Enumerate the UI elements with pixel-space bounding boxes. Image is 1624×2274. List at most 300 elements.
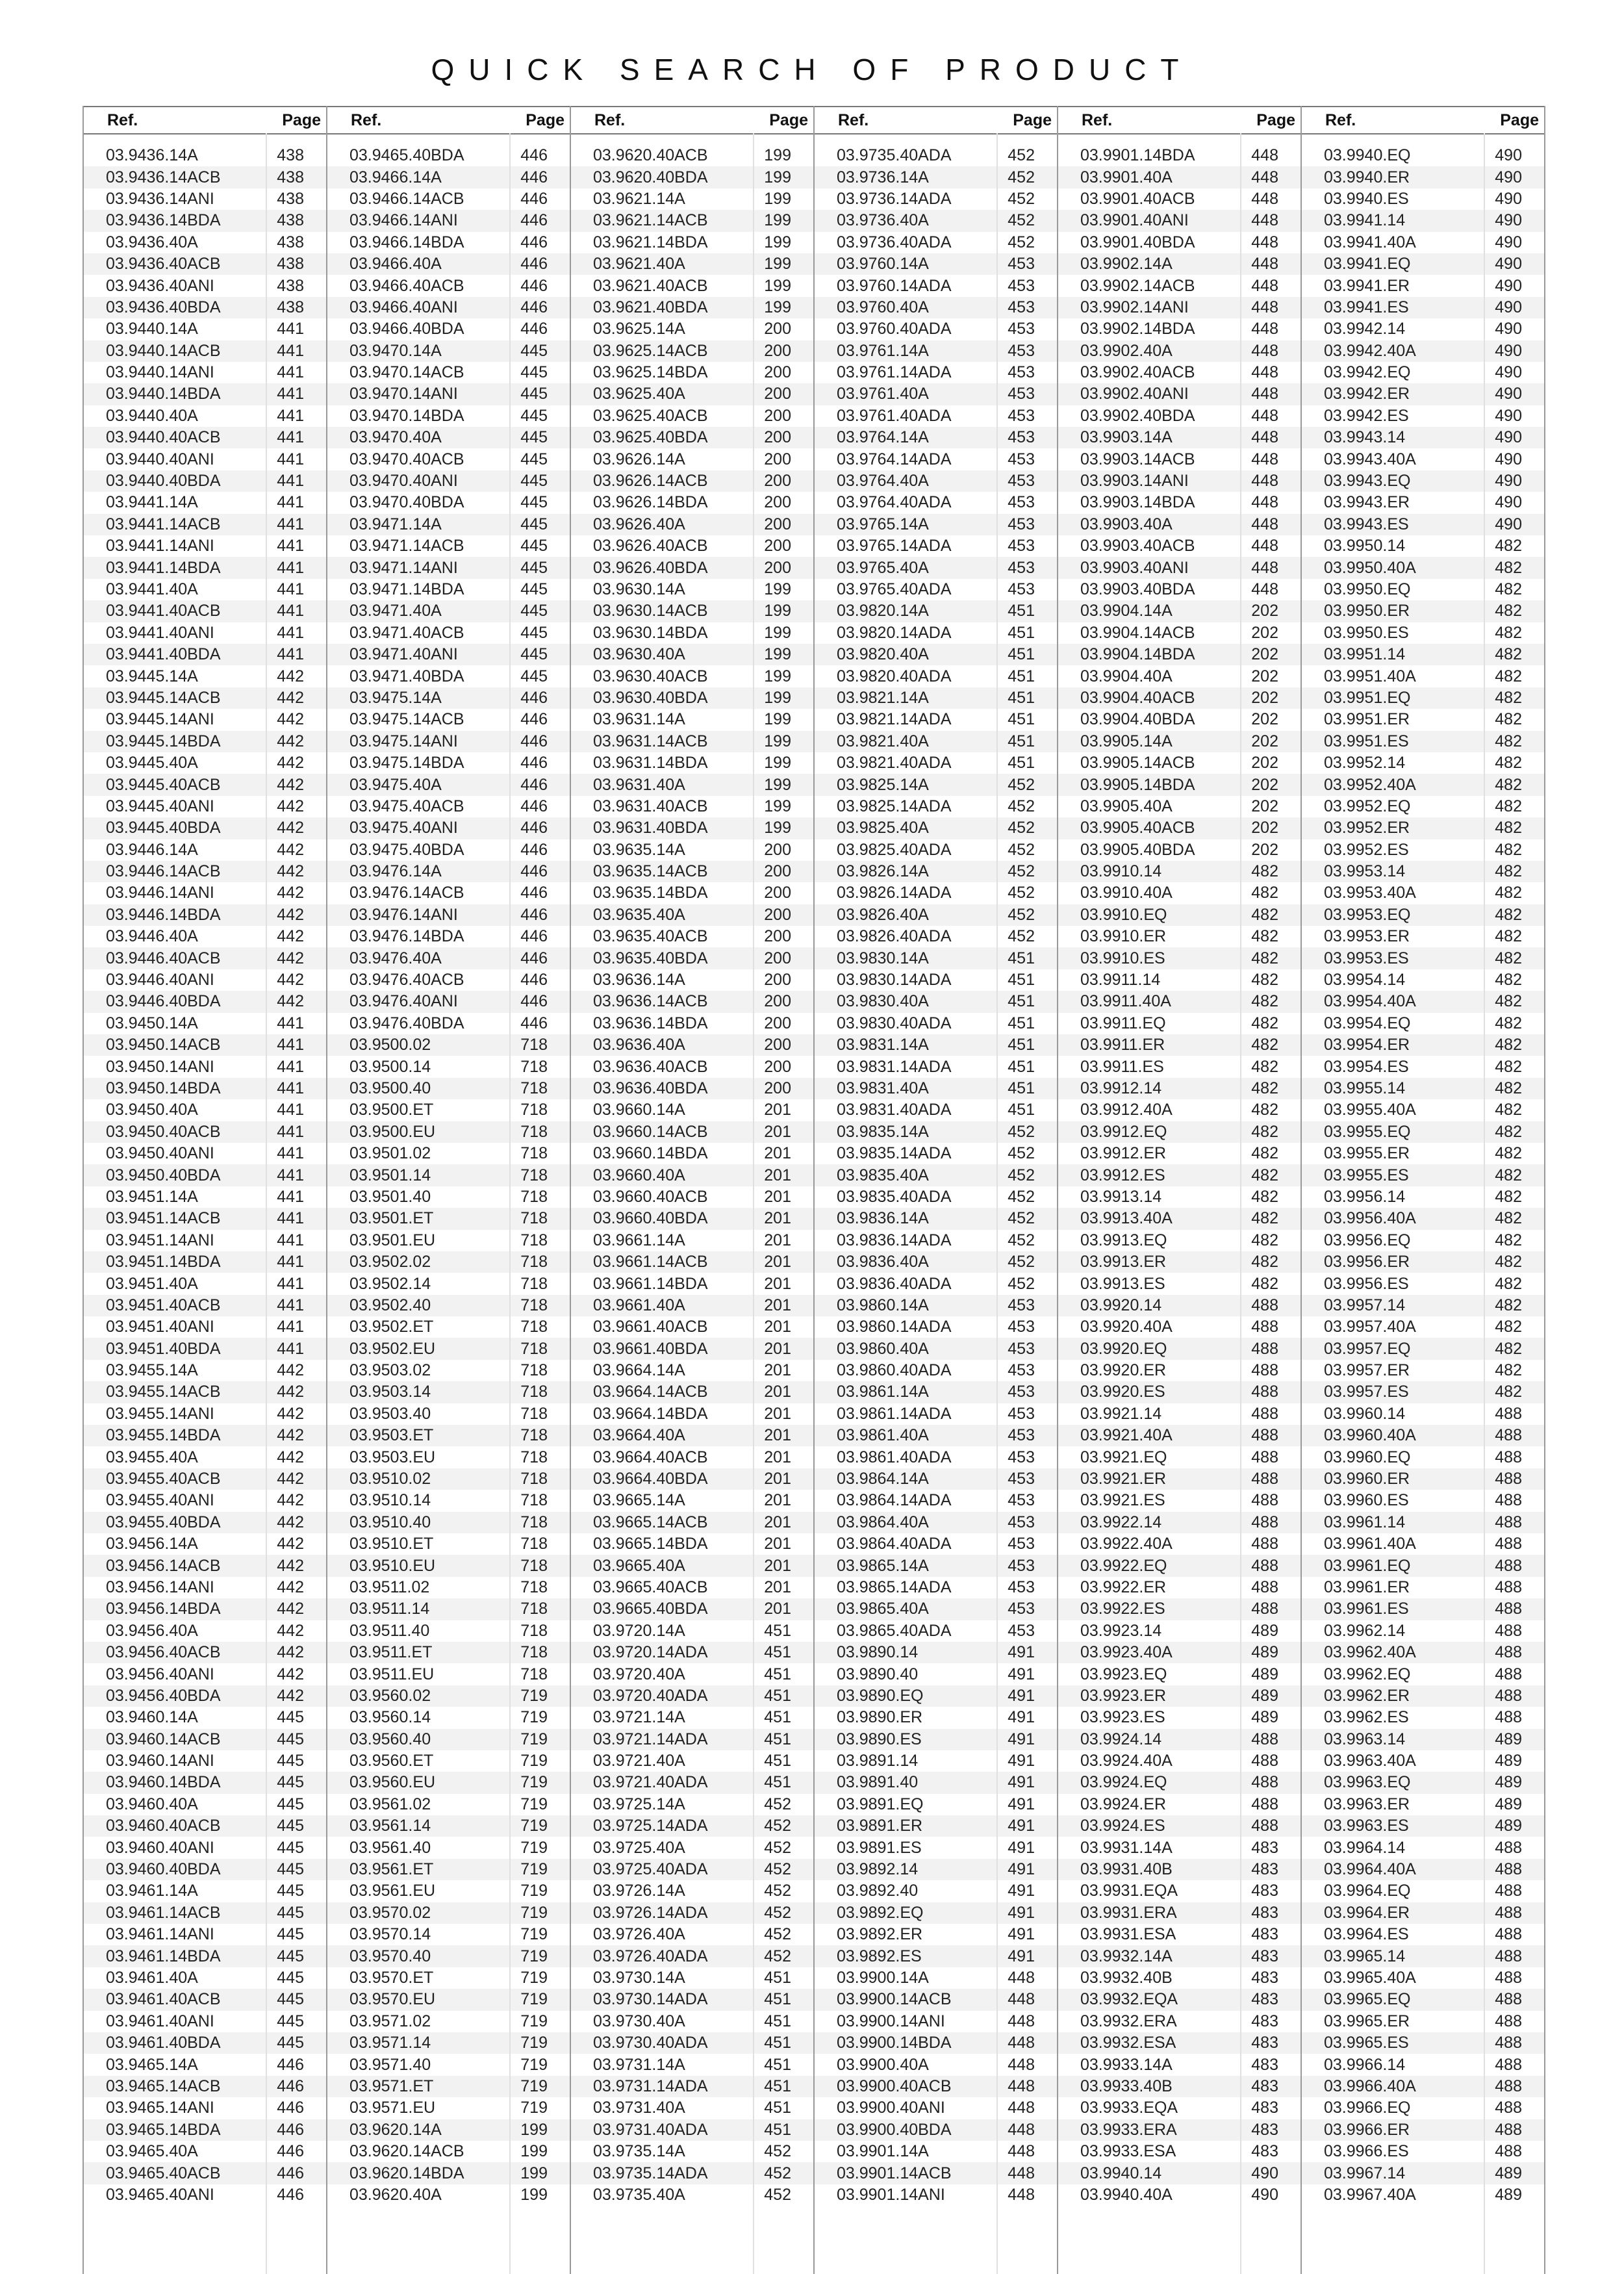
ref-cell: 03.9635.40BDA (593, 949, 708, 967)
page-cell: 453 (1008, 255, 1035, 274)
page-cell: 452 (1008, 862, 1035, 881)
ref-cell: 03.9500.ET (349, 1101, 434, 1119)
table-row (815, 861, 1057, 882)
ref-cell: 03.9441.14BDA (106, 558, 221, 577)
ref-cell: 03.9445.14BDA (106, 732, 221, 750)
page-cell: 488 (1495, 1708, 1522, 1727)
table-row (1058, 2184, 1300, 2206)
ref-cell: 03.9665.40BDA (593, 1600, 708, 1618)
table-row (571, 1403, 813, 1425)
ref-cell: 03.9561.40 (349, 1838, 431, 1857)
page-cell: 453 (1008, 558, 1035, 577)
ref-cell: 03.9943.14 (1324, 428, 1406, 447)
index-column (815, 106, 1058, 2274)
ref-cell: 03.9502.ET (349, 1318, 434, 1336)
page-cell: 446 (520, 884, 548, 902)
page-cell: 488 (1251, 1773, 1278, 1792)
table-row (815, 275, 1057, 296)
table-row (84, 1468, 326, 1490)
index-column (84, 106, 327, 2274)
page-cell: 453 (1008, 428, 1035, 447)
table-row (571, 275, 813, 296)
ref-cell: 03.9475.40BDA (349, 840, 464, 859)
ref-cell: 03.9736.14A (837, 168, 929, 186)
page-cell: 452 (1008, 905, 1035, 924)
ref-cell: 03.9902.14A (1080, 255, 1173, 274)
page-cell: 482 (1495, 580, 1522, 598)
ref-cell: 03.9932.40B (1080, 1969, 1173, 1987)
ref-cell: 03.9820.40ADA (837, 667, 952, 685)
page-cell: 202 (1251, 732, 1278, 750)
page-cell: 199 (764, 146, 791, 165)
table-row (1302, 600, 1544, 622)
page-cell: 482 (1495, 558, 1522, 577)
ref-cell: 03.9475.14ANI (349, 732, 458, 750)
ref-cell: 03.9451.40ACB (106, 1296, 221, 1314)
ref-cell: 03.9956.EQ (1324, 1231, 1411, 1249)
page-cell: 488 (1251, 1404, 1278, 1423)
table-row (1302, 1533, 1544, 1555)
ref-cell: 03.9821.14ADA (837, 710, 952, 729)
ref-cell: 03.9963.40A (1324, 1752, 1416, 1770)
page-cell: 445 (277, 1795, 304, 1813)
ref-cell: 03.9660.14A (593, 1101, 685, 1119)
page-cell: 446 (520, 189, 548, 208)
ref-cell: 03.9965.ES (1324, 2034, 1409, 2052)
table-row (571, 1164, 813, 1186)
ref-cell: 03.9830.14ADA (837, 971, 952, 990)
page-cell: 448 (1008, 2034, 1035, 2052)
ref-cell: 03.9461.40A (106, 1969, 198, 1987)
page-cell: 488 (1495, 1621, 1522, 1640)
page-cell: 482 (1251, 971, 1278, 990)
table-row (571, 1251, 813, 1273)
page-cell: 491 (1008, 1860, 1035, 1879)
page-cell: 446 (277, 2185, 304, 2204)
ref-cell: 03.9933.14A (1080, 2055, 1173, 2074)
page-cell: 483 (1251, 2076, 1278, 2095)
page-cell: 491 (1008, 1925, 1035, 1944)
ref-cell: 03.9913.40A (1080, 1209, 1173, 1228)
page-cell: 718 (520, 1187, 548, 1206)
table-row (571, 904, 813, 926)
ref-cell: 03.9664.40ACB (593, 1448, 708, 1466)
page-cell: 201 (764, 1491, 791, 1510)
ref-cell: 03.9861.40A (837, 1426, 929, 1445)
page-cell: 202 (1251, 688, 1278, 707)
page-cell: 489 (1495, 1817, 1522, 1835)
table-row (1302, 1512, 1544, 1533)
ref-cell: 03.9836.40A (837, 1253, 929, 1271)
table-row (327, 1989, 570, 2010)
ref-cell: 03.9466.14A (349, 168, 442, 186)
table-row (84, 1338, 326, 1359)
page-cell: 445 (277, 1708, 304, 1727)
page-cell: 491 (1008, 1730, 1035, 1748)
table-row (1058, 579, 1300, 600)
ref-cell: 03.9922.EQ (1080, 1556, 1167, 1575)
table-row (1058, 492, 1300, 513)
page-cell: 482 (1495, 927, 1522, 946)
ref-cell: 03.9902.40BDA (1080, 406, 1195, 425)
page-cell: 488 (1495, 2055, 1522, 2074)
table-row (327, 1056, 570, 1077)
ref-cell: 03.9465.40ANI (106, 2185, 214, 2204)
page-cell: 442 (277, 1470, 304, 1488)
ref-cell: 03.9626.40ACB (593, 537, 708, 556)
page-cell: 482 (1495, 1296, 1522, 1314)
table-row (84, 188, 326, 210)
ref-cell: 03.9932.EQA (1080, 1990, 1178, 2009)
table-row (815, 2076, 1057, 2097)
table-row (84, 340, 326, 362)
ref-cell: 03.9571.14 (349, 2034, 431, 2052)
page-header: Page (1013, 110, 1052, 129)
ref-cell: 03.9636.40BDA (593, 1079, 708, 1097)
ref-cell: 03.9765.14A (837, 515, 929, 533)
table-row (815, 1273, 1057, 1294)
table-row (571, 1468, 813, 1490)
ref-cell: 03.9764.14A (837, 428, 929, 447)
table-row (571, 1902, 813, 1924)
page-cell: 482 (1251, 862, 1278, 881)
page-cell: 719 (520, 1969, 548, 1987)
rows (571, 134, 813, 2206)
page-cell: 448 (1251, 320, 1278, 339)
ref-cell: 03.9962.ER (1324, 1686, 1410, 1705)
page-cell: 201 (764, 1383, 791, 1401)
table-row (84, 1707, 326, 1728)
table-row (327, 362, 570, 383)
table-row (815, 1533, 1057, 1555)
ref-cell: 03.9441.40ANI (106, 623, 214, 642)
ref-cell: 03.9941.14 (1324, 211, 1406, 230)
ref-cell: 03.9630.14A (593, 580, 685, 598)
ref-cell: 03.9905.40A (1080, 797, 1173, 815)
table-row (815, 1360, 1057, 1381)
table-row (84, 752, 326, 774)
table-row (1302, 383, 1544, 405)
table-row (815, 1620, 1057, 1642)
table-row (1058, 1251, 1300, 1273)
table-row (327, 275, 570, 296)
ref-cell: 03.9953.14 (1324, 862, 1406, 881)
ref-cell: 03.9941.ES (1324, 298, 1409, 316)
ref-cell: 03.9436.14BDA (106, 211, 221, 230)
table-row (1302, 1381, 1544, 1403)
ref-cell: 03.9440.40ACB (106, 428, 221, 447)
ref-cell: 03.9920.14 (1080, 1296, 1162, 1314)
table-row (1058, 470, 1300, 492)
table-row (815, 2097, 1057, 2119)
table-row (1302, 1403, 1544, 1425)
table-row (327, 1273, 570, 1294)
ref-cell: 03.9436.40BDA (106, 298, 221, 316)
page-cell: 482 (1251, 884, 1278, 902)
ref-cell: 03.9731.40A (593, 2099, 685, 2117)
table-row (1058, 232, 1300, 253)
page-cell: 448 (1251, 189, 1278, 208)
ref-cell: 03.9502.EU (349, 1339, 436, 1358)
table-row (1302, 362, 1544, 383)
ref-cell: 03.9446.40A (106, 927, 198, 946)
page-cell: 199 (520, 2120, 548, 2139)
page-cell: 491 (1008, 1665, 1035, 1683)
table-row (571, 1316, 813, 1338)
table-row (1302, 1034, 1544, 1056)
table-row (327, 166, 570, 188)
table-row (1302, 1143, 1544, 1164)
ref-cell: 03.9950.ER (1324, 602, 1410, 620)
ref-cell: 03.9952.14 (1324, 754, 1406, 773)
table-row (1302, 1880, 1544, 1902)
page-cell: 445 (520, 450, 548, 468)
page-cell: 446 (520, 949, 548, 967)
page-cell: 453 (1008, 1448, 1035, 1466)
table-row (84, 1295, 326, 1316)
table-row (1302, 1338, 1544, 1359)
page-cell: 451 (764, 1773, 791, 1792)
table-row (571, 1815, 813, 1837)
page-cell: 448 (1251, 450, 1278, 468)
ref-cell: 03.9964.ER (1324, 1903, 1410, 1922)
table-row (1058, 2054, 1300, 2075)
table-row (571, 644, 813, 665)
page-cell: 200 (764, 515, 791, 533)
table-row (815, 1446, 1057, 1468)
page-cell: 442 (277, 688, 304, 707)
page-cell: 448 (1251, 298, 1278, 316)
column-divider (753, 133, 754, 2274)
table-row (1302, 1642, 1544, 1663)
table-row (571, 1685, 813, 1707)
ref-cell: 03.9962.EQ (1324, 1665, 1411, 1683)
table-row (571, 1056, 813, 1077)
ref-cell: 03.9960.ER (1324, 1470, 1410, 1488)
ref-cell: 03.9892.ER (837, 1925, 923, 1944)
page-cell: 488 (1495, 2076, 1522, 2095)
table-row (327, 1772, 570, 1793)
table-row (815, 1837, 1057, 1858)
page-cell: 445 (520, 602, 548, 620)
ref-cell: 03.9731.14A (593, 2055, 685, 2074)
page-cell: 488 (1495, 1925, 1522, 1944)
table-row (815, 1642, 1057, 1663)
page-cell: 441 (277, 1014, 304, 1032)
ref-cell: 03.9440.14BDA (106, 385, 221, 403)
table-row (1302, 882, 1544, 904)
table-row (1058, 1555, 1300, 1576)
table-row (1058, 1512, 1300, 1533)
table-row (571, 492, 813, 513)
ref-cell: 03.9905.14ACB (1080, 754, 1195, 773)
page-cell: 445 (520, 363, 548, 382)
ref-cell: 03.9466.40ACB (349, 276, 464, 295)
table-row (1302, 405, 1544, 427)
table-row (84, 1099, 326, 1121)
table-row (327, 839, 570, 861)
rows (1058, 134, 1300, 2206)
page-cell: 441 (277, 558, 304, 577)
ref-cell: 03.9511.40 (349, 1621, 430, 1640)
page-cell: 201 (764, 1513, 791, 1531)
page-cell: 453 (1008, 298, 1035, 316)
table-row (1058, 557, 1300, 578)
page-cell: 453 (1008, 385, 1035, 403)
table-row (327, 1707, 570, 1728)
page-cell: 200 (764, 840, 791, 859)
table-row (327, 1837, 570, 1858)
page-cell: 718 (520, 1253, 548, 1271)
page-cell: 442 (277, 992, 304, 1011)
ref-cell: 03.9836.14ADA (837, 1231, 952, 1249)
page-cell: 442 (277, 905, 304, 924)
page-cell: 482 (1495, 949, 1522, 967)
page-cell: 453 (1008, 537, 1035, 556)
ref-cell: 03.9860.14ADA (837, 1318, 952, 1336)
ref-cell: 03.9967.14 (1324, 2164, 1406, 2182)
table-row (84, 665, 326, 687)
column-header (571, 106, 813, 134)
page-cell: 453 (1008, 1404, 1035, 1423)
table-row (1302, 817, 1544, 839)
ref-cell: 03.9932.ESA (1080, 2034, 1176, 2052)
ref-cell: 03.9450.40ACB (106, 1122, 221, 1141)
table-row (1302, 904, 1544, 926)
table-row (1058, 796, 1300, 817)
page-cell: 490 (1495, 428, 1522, 447)
ref-cell: 03.9626.40A (593, 515, 685, 533)
table-row (571, 882, 813, 904)
table-row (1302, 622, 1544, 644)
ref-cell: 03.9721.14ADA (593, 1730, 708, 1748)
page-cell: 201 (764, 1253, 791, 1271)
page-cell: 445 (277, 2012, 304, 2030)
ref-cell: 03.9571.ET (349, 2076, 434, 2095)
page-cell: 448 (1251, 168, 1278, 186)
ref-cell: 03.9560.ET (349, 1752, 434, 1770)
table-row (571, 2054, 813, 2075)
page-cell: 482 (1495, 1187, 1522, 1206)
ref-cell: 03.9913.ER (1080, 1253, 1167, 1271)
ref-cell: 03.9570.ET (349, 1969, 434, 1987)
table-row (1058, 1403, 1300, 1425)
ref-cell: 03.9503.EU (349, 1448, 436, 1466)
table-row (815, 600, 1057, 622)
page-cell: 482 (1495, 1253, 1522, 1271)
table-row (327, 1295, 570, 1316)
table-row (571, 752, 813, 774)
page-cell: 445 (520, 385, 548, 403)
table-row (327, 1577, 570, 1598)
ref-cell: 03.9901.40A (1080, 168, 1173, 186)
page-cell: 490 (1495, 211, 1522, 230)
page-cell: 199 (764, 189, 791, 208)
ref-cell: 03.9720.14A (593, 1621, 685, 1640)
table-row (571, 1295, 813, 1316)
table-row (84, 2032, 326, 2054)
ref-cell: 03.9923.14 (1080, 1621, 1162, 1640)
ref-cell: 03.9446.40BDA (106, 992, 221, 1011)
table-row (84, 1794, 326, 1815)
table-row (1058, 1121, 1300, 1143)
table-row (327, 1338, 570, 1359)
ref-cell: 03.9903.14ANI (1080, 472, 1189, 491)
page-cell: 445 (277, 1903, 304, 1922)
table-row (327, 1403, 570, 1425)
table-row (815, 1555, 1057, 1576)
table-row (84, 882, 326, 904)
table-row (571, 427, 813, 448)
table-row (815, 1512, 1057, 1533)
ref-cell: 03.9445.40BDA (106, 819, 221, 837)
page-cell: 490 (1495, 406, 1522, 425)
table-row (571, 2097, 813, 2119)
table-row (327, 1468, 570, 1490)
table-row (1302, 926, 1544, 947)
ref-cell: 03.9901.40ACB (1080, 189, 1195, 208)
page-cell: 719 (520, 2034, 548, 2052)
ref-cell: 03.9904.40BDA (1080, 710, 1195, 729)
page-cell: 451 (764, 2034, 791, 2052)
page-cell: 451 (764, 2055, 791, 2074)
ref-cell: 03.9501.14 (349, 1166, 431, 1184)
ref-cell: 03.9913.14 (1080, 1187, 1162, 1206)
table-row (1058, 969, 1300, 991)
column-divider (509, 133, 511, 2274)
page-cell: 441 (277, 320, 304, 339)
page-cell: 490 (1495, 298, 1522, 316)
ref-cell: 03.9510.40 (349, 1513, 431, 1531)
table-row (1058, 1772, 1300, 1793)
page-cell: 441 (277, 602, 304, 620)
page-cell: 202 (1251, 710, 1278, 729)
table-row (84, 1230, 326, 1251)
ref-cell: 03.9720.14ADA (593, 1643, 708, 1662)
table-row (84, 210, 326, 231)
ref-cell: 03.9923.40A (1080, 1643, 1173, 1662)
page-cell: 488 (1495, 2012, 1522, 2030)
table-row (571, 1099, 813, 1121)
ref-cell: 03.9665.14A (593, 1491, 685, 1510)
page-cell: 482 (1251, 927, 1278, 946)
ref-cell: 03.9924.ER (1080, 1795, 1167, 1813)
page-cell: 445 (520, 580, 548, 598)
ref-cell: 03.9503.02 (349, 1361, 431, 1380)
table-row (1302, 752, 1544, 774)
page-cell: 442 (277, 1491, 304, 1510)
table-row (84, 1685, 326, 1707)
table-row (1302, 1902, 1544, 1924)
table-row (327, 1164, 570, 1186)
page-cell: 719 (520, 2099, 548, 2117)
page-cell: 719 (520, 1686, 548, 1705)
table-row (1058, 1620, 1300, 1642)
page-cell: 452 (764, 1882, 791, 1900)
page-cell: 445 (520, 341, 548, 360)
table-row (1302, 1555, 1544, 1576)
table-row (84, 253, 326, 275)
ref-cell: 03.9621.40A (593, 255, 685, 274)
ref-cell: 03.9967.40A (1324, 2185, 1416, 2204)
page-cell: 448 (1008, 1969, 1035, 1987)
table-row (1302, 1186, 1544, 1208)
table-row (571, 2184, 813, 2206)
ref-cell: 03.9900.40ANI (837, 2099, 945, 2117)
page-cell: 441 (277, 1209, 304, 1228)
page-cell: 482 (1251, 1209, 1278, 1228)
page-cell: 453 (1008, 406, 1035, 425)
